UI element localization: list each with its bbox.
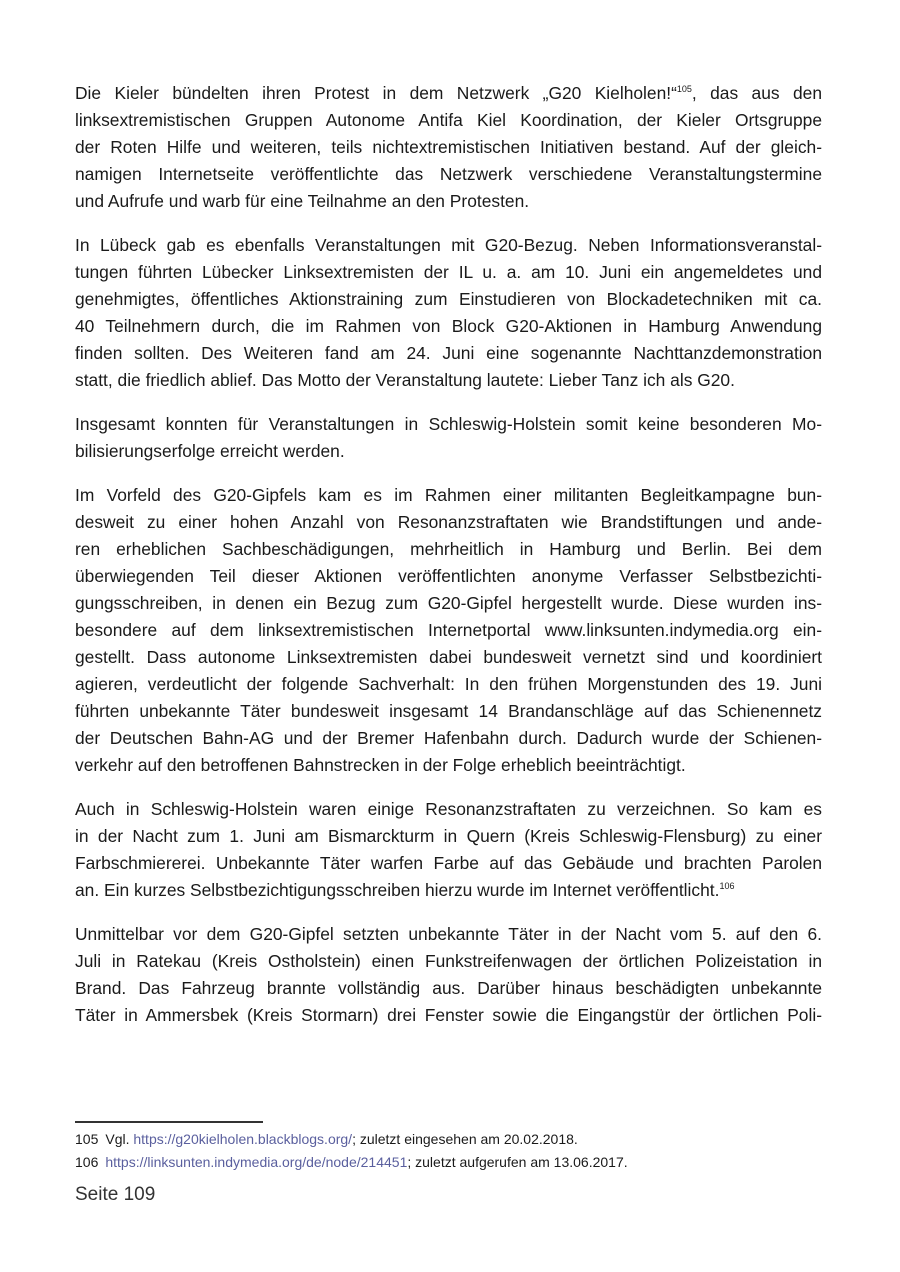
- text-line: [75, 313, 822, 340]
- text-segment: finden sollten. Des Weiteren fand am 24. Juni eine sogenannte Nachttanzdemonstration: [75, 343, 822, 363]
- text-line: [75, 850, 822, 877]
- text-segment: Insgesamt konnten für Veranstaltungen in Schleswig-Holstein somit keine besonderen Mo-: [75, 414, 822, 434]
- text-line: [75, 161, 822, 188]
- text-segment: und Aufrufe und warb für eine Teilnahme an den Protesten.: [75, 191, 530, 211]
- text-segment: Täter in Ammersbek (Kreis Stormarn) drei Fenster sowie die Eingangstür der örtlichen Poli-: [75, 1005, 822, 1025]
- text-segment: In Lübeck gab es ebenfalls Veranstaltungen mit G20-Bezug. Neben Informationsveranstal-: [75, 235, 822, 255]
- footnote-number: 106: [75, 1154, 99, 1170]
- footnotes: [75, 1128, 628, 1174]
- text-line: [75, 536, 822, 563]
- text-segment: Unmittelbar vor dem G20-Gipfel setzten unbekannte Täter in der Nacht vom 5. auf den 6.: [75, 924, 822, 944]
- text-line: [75, 698, 822, 725]
- text-segment: ren erheblichen Sachbeschädigungen, mehrheitlich in Hamburg und Berlin. Bei dem: [75, 539, 822, 559]
- text-segment: gestellt. Dass autonome Linksextremisten dabei bundesweit vernetzt sind und koordiniert: [75, 647, 822, 667]
- text-line: [75, 725, 822, 752]
- text-segment: tungen führten Lübecker Linksextremisten der IL u. a. am 10. Juni ein angemeldetes und: [75, 262, 822, 282]
- text-segment: besondere auf dem linksextremistischen Internetportal www.linksunten.indymedia.org ein-: [75, 620, 822, 640]
- text-line: [75, 107, 822, 134]
- text-segment: statt, die friedlich ablief. Das Motto der Veranstaltung lautete: Lieber Tanz ich als G20.: [75, 370, 735, 390]
- paragraph: [75, 232, 822, 394]
- footnote-suffix: ; zuletzt eingesehen am 20.02.2018.: [352, 1131, 578, 1147]
- text-line: [75, 975, 822, 1002]
- text-segment: agieren, verdeutlicht der folgende Sachverhalt: In den frühen Morgenstunden des 19. Juni: [75, 674, 822, 694]
- page-number: Seite 109: [75, 1184, 156, 1205]
- text-segment: Auch in Schleswig-Holstein waren einige Resonanzstraftaten zu verzeichnen. So kam es: [75, 799, 822, 819]
- paragraph: [75, 796, 822, 904]
- text-segment: Im Vorfeld des G20-Gipfels kam es im Rahmen einer militanten Begleitkampagne bun-: [75, 485, 822, 505]
- text-line: [75, 411, 822, 438]
- text-line: [75, 671, 822, 698]
- body-text: [75, 80, 822, 1046]
- text-segment: desweit zu einer hohen Anzahl von Resonanzstraftaten wie Brandstiftungen und ande-: [75, 512, 822, 532]
- text-line: [75, 232, 822, 259]
- footnote-link[interactable]: https://linksunten.indymedia.org/de/node/214451: [105, 1154, 408, 1170]
- text-line: [75, 644, 822, 671]
- text-line: [75, 590, 822, 617]
- text-segment: überwiegenden Teil dieser Aktionen veröffentlichten anonyme Verfasser Selbstbezichti-: [75, 566, 822, 586]
- text-segment: namigen Internetseite veröffentlichte das Netzwerk verschiedene Veranstaltungstermine: [75, 164, 822, 184]
- text-segment: Brand. Das Fahrzeug brannte vollständig aus. Darüber hinaus beschädigten unbekannte: [75, 978, 822, 998]
- text-segment: führten unbekannte Täter bundesweit insgesamt 14 Brandanschläge auf das Schienennetz: [75, 701, 822, 721]
- text-line: [75, 1002, 822, 1029]
- text-line: [75, 134, 822, 161]
- text-segment: Die Kieler bündelten ihren Protest in dem Netzwerk „G20 Kielholen!“: [75, 83, 677, 103]
- footnote-106: [75, 1151, 628, 1174]
- text-line: [75, 286, 822, 313]
- text-segment: linksextremistischen Gruppen Autonome Antifa Kiel Koordination, der Kieler Ortsgruppe: [75, 110, 822, 130]
- text-segment: bilisierungserfolge erreicht werden.: [75, 441, 345, 461]
- paragraph: [75, 921, 822, 1029]
- text-segment: 40 Teilnehmern durch, die im Rahmen von Block G20-Aktionen in Hamburg Anwendung: [75, 316, 822, 336]
- text-line: [75, 823, 822, 850]
- text-line: [75, 796, 822, 823]
- footnote-number: 105: [75, 1131, 99, 1147]
- text-line: [75, 438, 822, 465]
- footnote-suffix: ; zuletzt aufgerufen am 13.06.2017.: [407, 1154, 628, 1170]
- text-line: [75, 340, 822, 367]
- text-segment: der Deutschen Bahn-AG und der Bremer Hafenbahn durch. Dadurch wurde der Schienen-: [75, 728, 822, 748]
- text-line: [75, 482, 822, 509]
- text-line: [75, 563, 822, 590]
- footnote-prefix: Vgl.: [105, 1131, 134, 1147]
- text-line: [75, 752, 822, 779]
- paragraph: [75, 482, 822, 779]
- text-line: [75, 921, 822, 948]
- text-line: [75, 188, 822, 215]
- footnote-reference[interactable]: 106: [719, 881, 735, 891]
- text-segment: an. Ein kurzes Selbstbezichtigungsschreiben hierzu wurde im Internet veröffentlicht.: [75, 880, 720, 900]
- text-line: [75, 509, 822, 536]
- text-line: [75, 259, 822, 286]
- text-line: [75, 877, 822, 904]
- text-segment: genehmigtes, öffentliches Aktionstraining zum Einstudieren von Blockadetechniken mit ca.: [75, 289, 822, 309]
- text-line: [75, 948, 822, 975]
- text-line: [75, 367, 822, 394]
- text-segment: gungsschreiben, in denen ein Bezug zum G20-Gipfel hergestellt wurde. Diese wurden ins-: [75, 593, 822, 613]
- text-segment: in der Nacht zum 1. Juni am Bismarckturm in Quern (Kreis Schleswig-Flensburg) zu einer: [75, 826, 822, 846]
- text-line: [75, 80, 822, 107]
- footnote-divider: [75, 1121, 263, 1123]
- text-segment: , das aus den: [691, 83, 822, 103]
- paragraph: [75, 80, 822, 215]
- text-segment: der Roten Hilfe und weiteren, teils nichtextremistischen Initiativen bestand. Auf der gleich-: [75, 137, 822, 157]
- paragraph: [75, 411, 822, 465]
- text-line: [75, 617, 822, 644]
- footnote-reference[interactable]: 105: [676, 84, 692, 94]
- text-segment: Farbschmiererei. Unbekannte Täter warfen Farbe auf das Gebäude und brachten Parolen: [75, 853, 822, 873]
- text-segment: Juli in Ratekau (Kreis Ostholstein) einen Funkstreifenwagen der örtlichen Polizeistation in: [75, 951, 822, 971]
- text-segment: verkehr auf den betroffenen Bahnstrecken in der Folge erheblich beeinträchtigt.: [75, 755, 686, 775]
- footnote-link[interactable]: https://g20kielholen.blackblogs.org/: [133, 1131, 353, 1147]
- footnote-105: [75, 1128, 628, 1151]
